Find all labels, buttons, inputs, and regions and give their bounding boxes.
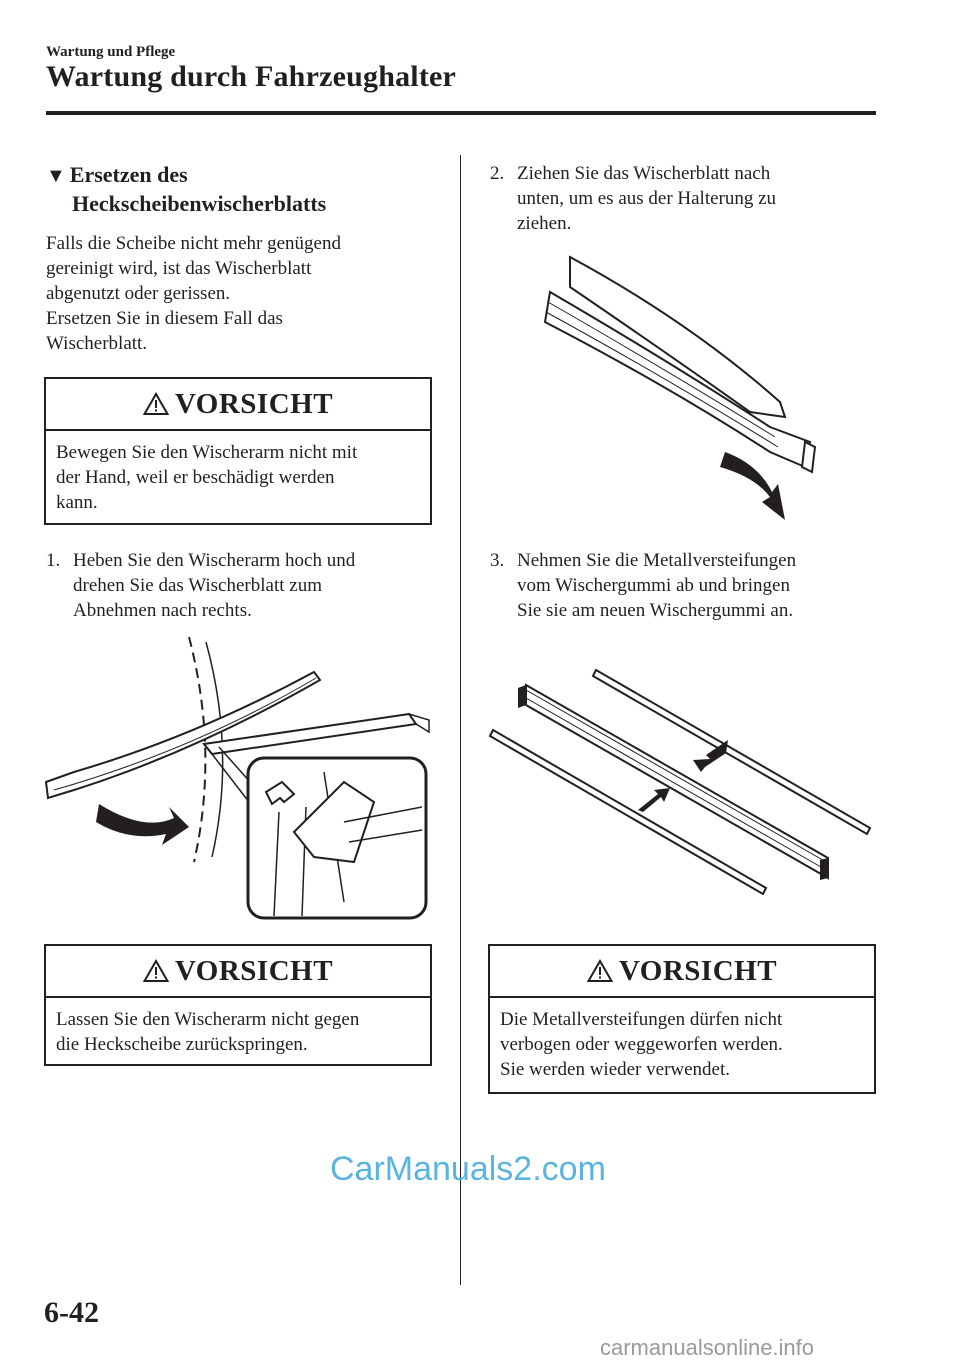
caution-box-1: [44, 377, 432, 525]
warning-icon: [143, 959, 169, 983]
step-2: 2. Ziehen Sie das Wischerblatt nach unten, um es aus der Halterung zu ziehen.: [490, 163, 777, 234]
watermark-center: CarManuals2.com: [330, 1150, 606, 1188]
caution-box-3: [488, 944, 876, 1094]
step-3: 3. Nehmen Sie die Metallversteifungen vom Wischergummi ab und bringen Sie sie am neuen Wischergummi an.: [490, 550, 797, 621]
step-1: 1. Heben Sie den Wischerarm hoch und drehen Sie das Wischerblatt zum Abnehmen nach rechts.: [46, 550, 356, 621]
caution-header: VORSICHT: [490, 946, 874, 998]
warning-icon: [143, 392, 169, 416]
caution-header: VORSICHT: [46, 946, 430, 998]
header-rule: [46, 111, 876, 115]
stiffener-illustration: [488, 660, 878, 895]
intro-paragraph: Falls die Scheibe nicht mehr genügend gereinigt wird, ist das Wischerblatt abgenutzt oder gerissen. Ersetzen Sie in diesem Fall das Wischerblatt.: [46, 233, 341, 354]
page-number: 6-42: [44, 1296, 99, 1329]
chapter-title: Wartung durch Fahrzeughalter: [46, 60, 457, 93]
blade-pull-illustration: [540, 252, 830, 527]
caution-body: Lassen Sie den Wischerarm nicht gegen die Heckscheibe zurückspringen.: [56, 1009, 360, 1055]
warning-icon: [587, 959, 613, 983]
caution-body: Bewegen Sie den Wischerarm nicht mit der Hand, weil er beschädigt werden kann.: [56, 442, 358, 513]
watermark-corner: carmanualsonline.info: [600, 1335, 815, 1360]
subsection-heading: ▼ Ersetzen des Heckscheibenwischerblatts: [46, 162, 327, 216]
wiper-removal-illustration: [44, 632, 434, 922]
caution-header: VORSICHT: [46, 379, 430, 431]
caution-body: Die Metallversteifungen dürfen nicht verbogen oder weggeworfen werden. Sie werden wieder verwendet.: [500, 1009, 783, 1080]
triangle-marker-icon: ▼: [46, 165, 66, 187]
column-divider: [460, 155, 461, 1285]
caution-box-2: [44, 944, 432, 1066]
section-label: Wartung und Pflege: [46, 44, 176, 60]
